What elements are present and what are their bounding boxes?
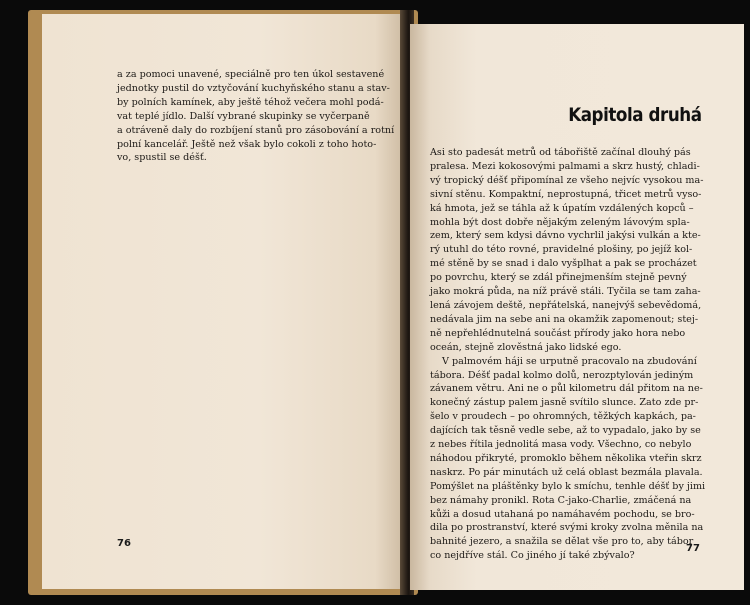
left-page-text	[117, 68, 395, 165]
text-line: ká hmota, jež se táhla až k úpatím vzdálených kopců –	[430, 202, 694, 214]
text-line: sivní stěnu. Kompaktní, neprostupná, třicet metrů vyso-	[430, 188, 702, 200]
text-line: naskrz. Po pár minutách už celá oblast bezmála plavala.	[430, 466, 703, 478]
text-line: vat teplé jídlo. Další vybrané skupinky se vyčerpaně	[117, 110, 370, 122]
text-line: Asi sto padesát metrů od tábořiště začínal dlouhý pás	[430, 147, 691, 158]
text-line: by polních kamínek, aby ještě téhož večera mohl podá-	[117, 96, 384, 108]
chapter-title: Kapitola druhá	[568, 104, 702, 126]
text-line: jednotky pustil do vztyčování kuchyňského stanu a stav-	[117, 82, 390, 94]
text-line: Pomýšlet na pláštěnky bylo k smíchu, tenhle déšť by jimi	[430, 480, 706, 492]
text-line: pralesa. Mezi kokosovými palmami a skrz hustý, chladi-	[430, 160, 700, 172]
text-line: závanem větru. Ani ne o půl kilometru dál přitom na ne-	[430, 383, 703, 395]
text-line: po povrchu, který se zdál přinejmenším stejně pevný	[430, 272, 687, 284]
text-line: polní kancelář. Ještě než však bylo cokoli z toho hoto-	[117, 138, 377, 150]
text-line: co nejdříve stál. Co jiného jí také zbývalo?	[430, 550, 635, 562]
text-line: náhodou přikryté, promoklo během několika vteřin skrz	[430, 452, 702, 464]
paragraph-2	[430, 355, 724, 564]
text-line: zem, který sem kdysi dávno vychrlil jakýsi vulkán a kte-	[430, 230, 701, 242]
text-line: jako mokrá půda, na níž právě stáli. Tyčila se tam zaha-	[430, 286, 701, 298]
paragraph-1	[430, 146, 724, 355]
text-line: konečný zástup palem jasně svítilo slunce. Zato zde pr-	[430, 397, 699, 409]
text-line: V palmovém háji se urputně pracovalo na zbudování	[442, 355, 697, 367]
text-line: lená závojem deště, nepřátelská, nanejvýš sebevědomá,	[430, 299, 702, 311]
text-line: rý utuhl do této rovné, pravidelné plošiny, po jejíž kol-	[430, 244, 693, 256]
text-line: vý tropický déšť připomínal ze všeho nejvíc vysokou ma-	[430, 174, 704, 186]
text-line: oceán, stejně zlověstná jako lidské ego.	[430, 341, 622, 353]
right-page	[410, 24, 744, 590]
text-line: a za pomoci unavené, speciálně pro ten úkol sestavené	[117, 69, 385, 80]
text-line: a otráveně daly do rozbíjení stanů pro zásobování a rotní	[117, 124, 395, 136]
left-page	[42, 14, 404, 589]
text-line: bez námahy pronikl. Rota C-jako-Charlie, zmáčená na	[430, 494, 692, 506]
text-line: mohla být dost dobře nějakým zeleným lávovým spla-	[430, 216, 690, 228]
page-number-left: 76	[117, 538, 131, 549]
text-line: ně nepřehlédnutelná součást přírody jako hora nebo	[430, 327, 686, 339]
text-line: bahnité jezero, a snažila se dělat vše pro to, aby tábor	[430, 536, 694, 548]
text-line: kůži a dosud utahaná po namáhavém pochodu, se bro-	[430, 508, 695, 520]
text-line: dila po prostranství, které svými kroky zvolna měnila na	[430, 522, 704, 534]
text-line: z nebes řítila jednolitá masa vody. Všechno, co nebylo	[430, 439, 692, 451]
text-line: mé stěně by se snad i dalo vyšplhat a pak se procházet	[430, 258, 697, 270]
text-line: tábora. Déšť padal kolmo dolů, nerozptylován jediným	[430, 369, 694, 381]
text-line: vo, spustil se déšť.	[117, 152, 207, 164]
page-number-right: 77	[686, 543, 700, 554]
text-line: dajících tak těsně vedle sebe, až to vypadalo, jako by se	[430, 425, 701, 437]
text-line: nedávala jim na sebe ani na okamžik zapomenout; stej-	[430, 313, 699, 325]
right-page-text	[430, 146, 724, 563]
text-line: šelo v proudech – po ohromných, těžkých kapkách, pa-	[430, 411, 696, 423]
